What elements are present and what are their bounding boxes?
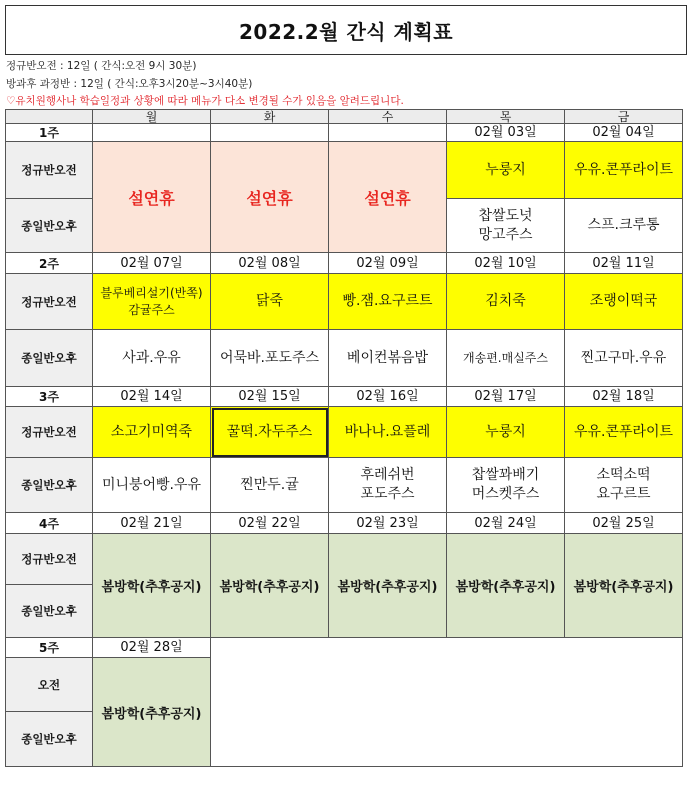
menu-line: 포도주스 [360,486,415,502]
week2-fri-afternoon[interactable]: 찐고구마.우유 [565,330,683,387]
week1-date-tue[interactable] [211,124,329,142]
week2-afternoon-row [6,330,683,387]
week4-afternoon-label[interactable]: 종일반오후 [6,585,93,638]
week5-afternoon-label[interactable]: 종일반오후 [6,712,93,767]
week1-morning-row [6,142,683,199]
week3-date-fri[interactable]: 02월 18일 [565,387,683,407]
menu-line: 머스켓주스 [471,486,540,502]
week2-fri-morning[interactable] [565,274,683,330]
week2-afternoon-label[interactable]: 종일반오후 [6,330,93,387]
week3-wed-afternoon[interactable] [329,458,447,513]
week2-morning-row [6,274,683,330]
week2-wed-morning[interactable] [329,274,447,330]
week1-label[interactable]: 1주 [6,124,93,142]
week1-date-wed[interactable] [329,124,447,142]
week4-date-tue[interactable]: 02월 22일 [211,513,329,534]
week2-date-thu[interactable]: 02월 10일 [447,253,565,274]
week1-thu-morning[interactable]: 누룽지 [447,142,565,199]
week4-thu-vacation[interactable]: 봄방학(추후공지) [447,534,565,638]
menu-line: 찹쌀꽈배기 [471,467,540,483]
week4-tue-vacation[interactable]: 봄방학(추후공지) [211,534,329,638]
plan-title[interactable]: 2022.2월 간식 계획표 [5,5,687,55]
day-tue[interactable]: 화 [211,110,329,124]
week4-date-wed[interactable]: 02월 23일 [329,513,447,534]
week2-date-fri[interactable]: 02월 11일 [565,253,683,274]
week5-mon-vacation[interactable]: 봄방학(추후공지) [93,658,211,767]
menu-line: 조랭이떡국 [589,293,658,309]
week1-thu-afternoon[interactable] [447,199,565,253]
week3-date-tue[interactable]: 02월 15일 [211,387,329,407]
menu-line: 소떡소떡 [596,467,651,483]
week2-tue-morning[interactable] [211,274,329,330]
week3-wed-morning[interactable]: 바나나.요플레 [329,407,447,458]
info-afterschool-class[interactable]: 방과후 과정반 : 12일 ( 간식:오후3시20분~3시40분) [6,78,253,90]
week3-thu-morning[interactable]: 누룽지 [447,407,565,458]
week3-date-thu[interactable]: 02월 17일 [447,387,565,407]
week4-date-thu[interactable]: 02월 24일 [447,513,565,534]
week3-tue-afternoon[interactable] [211,458,329,513]
week3-date-mon[interactable]: 02월 14일 [93,387,211,407]
week4-label[interactable]: 4주 [6,513,93,534]
day-thu[interactable]: 목 [447,110,565,124]
week1-date-mon[interactable] [93,124,211,142]
week3-mon-afternoon[interactable] [93,458,211,513]
week3-afternoon-row [6,458,683,513]
menu-line: 찐만두.귤 [240,476,299,493]
week1-fri-afternoon[interactable] [565,199,683,253]
week3-morning-row [6,407,683,458]
empty-area [211,638,683,767]
week3-date-wed[interactable]: 02월 16일 [329,387,447,407]
week2-label[interactable]: 2주 [6,253,93,274]
week3-fri-morning[interactable]: 우유.콘푸라이트 [565,407,683,458]
menu-line: 빵.잼.요구르트 [342,293,433,309]
info-morning-class[interactable]: 정규반오전 : 12일 ( 간식:오전 9시 30분) [6,60,197,72]
snack-plan-table [5,109,683,767]
week3-date-row [6,387,683,407]
week2-date-tue[interactable]: 02월 08일 [211,253,329,274]
week4-date-fri[interactable]: 02월 25일 [565,513,683,534]
week5-date-row [6,638,683,658]
week1-wed-holiday[interactable]: 설연휴 [329,142,447,253]
week4-morning-row [6,534,683,585]
menu-line: 미니붕어빵.우유 [101,476,202,493]
menu-line: 후레쉬번 [360,467,415,483]
week5-label[interactable]: 5주 [6,638,93,658]
week3-afternoon-label[interactable]: 종일반오후 [6,458,93,513]
week1-date-row [6,124,683,142]
week2-thu-afternoon[interactable]: 개송편.매실주스 [447,330,565,387]
week5-date-mon[interactable]: 02월 28일 [93,638,211,658]
menu-line: 김치죽 [485,293,526,309]
week3-label[interactable]: 3주 [6,387,93,407]
week3-mon-morning[interactable]: 소고기미역죽 [93,407,211,458]
day-header-row [6,110,683,124]
menu-line: 찹쌀도넛 [478,207,533,224]
menu-line: 스프.크루통 [587,217,660,233]
week4-morning-label[interactable]: 정규반오전 [6,534,93,585]
day-fri[interactable]: 금 [565,110,683,124]
day-mon[interactable]: 월 [93,110,211,124]
week3-morning-label[interactable]: 정규반오전 [6,407,93,458]
week1-mon-holiday[interactable]: 설연휴 [93,142,211,253]
week3-tue-morning[interactable]: 꿀떡.자두주스 [211,407,329,458]
week2-thu-morning[interactable] [447,274,565,330]
week1-date-thu[interactable]: 02월 03일 [447,124,565,142]
menu-line: 요구르트 [596,486,651,502]
week4-wed-vacation[interactable]: 봄방학(추후공지) [329,534,447,638]
week4-mon-vacation[interactable]: 봄방학(추후공지) [93,534,211,638]
week1-morning-label[interactable]: 정규반오전 [6,142,93,199]
week4-fri-vacation[interactable]: 봄방학(추후공지) [565,534,683,638]
week4-date-mon[interactable]: 02월 21일 [93,513,211,534]
week2-date-mon[interactable]: 02월 07일 [93,253,211,274]
week3-thu-afternoon[interactable] [447,458,565,513]
week1-afternoon-label[interactable]: 종일반오후 [6,199,93,253]
week2-mon-morning[interactable] [93,274,211,330]
week2-wed-afternoon[interactable]: 베이컨볶음밥 [329,330,447,387]
menu-line: 블루베리설기(반쪽) [100,285,203,300]
week2-date-wed[interactable]: 02월 09일 [329,253,447,274]
week5-morning-label[interactable]: 오전 [6,658,93,712]
menu-line: 망고주스 [478,226,533,243]
menu-line: 감귤주스 [128,302,175,317]
week2-tue-afternoon[interactable]: 어묵바.포도주스 [211,330,329,387]
week2-date-row [6,253,683,274]
week2-mon-afternoon[interactable]: 사과.우유 [93,330,211,387]
week2-morning-label[interactable]: 정규반오전 [6,274,93,330]
week1-fri-morning[interactable]: 우유.콘푸라이트 [565,142,683,199]
week3-fri-afternoon[interactable] [565,458,683,513]
menu-line: 닭죽 [255,293,284,309]
day-wed[interactable]: 수 [329,110,447,124]
info-notice[interactable]: ♡유치원행사나 학습일정과 상황에 따라 메뉴가 다소 변경될 수가 있음을 알려드립니다. [6,95,404,107]
week4-date-row [6,513,683,534]
week1-date-fri[interactable]: 02월 04일 [565,124,683,142]
week1-tue-holiday[interactable]: 설연휴 [211,142,329,253]
header-corner[interactable] [6,110,93,124]
